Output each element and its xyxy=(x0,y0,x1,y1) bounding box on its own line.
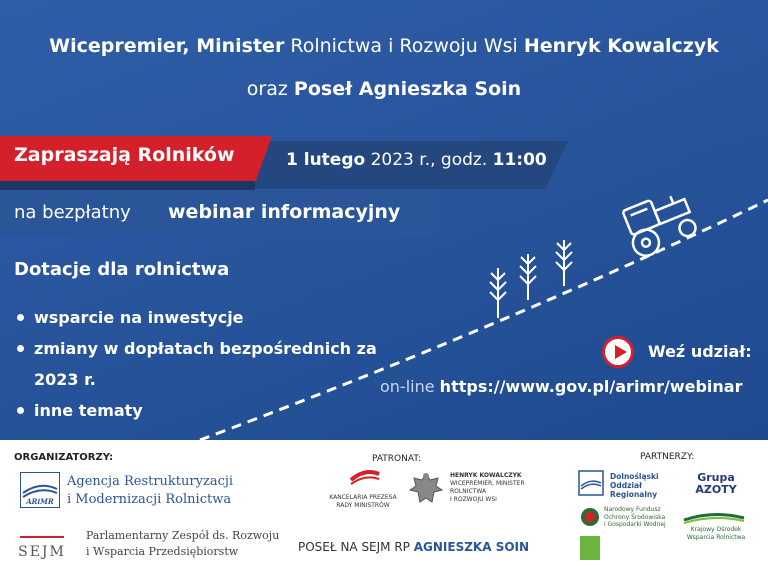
footer xyxy=(0,440,768,576)
sejm-line-1: Parlamentarny Zespół ds. Rozwoju xyxy=(86,529,280,542)
sejm-team-name xyxy=(86,528,279,560)
minister-patron xyxy=(450,472,560,504)
arimr-logo-text: ARiMR xyxy=(26,497,54,506)
tractor-icon xyxy=(620,188,699,260)
arimr-line-2: i Modernizacji Rolnictwa xyxy=(67,492,232,507)
header-title: Wicepremier, Minister xyxy=(49,35,285,57)
hk-line-3: I ROZWOJU WSI xyxy=(450,496,497,503)
eagle-icon xyxy=(408,470,444,510)
topics-list xyxy=(14,302,384,426)
join-label: Weź udział: xyxy=(648,342,752,361)
online-label: on-line xyxy=(380,377,435,396)
sejm-logo xyxy=(16,535,68,563)
header-ministry: Rolnictwa i Rozwoju Wsi xyxy=(290,35,518,57)
header-minister-name: Henryk Kowalczyk xyxy=(523,35,719,57)
hk-name: HENRYK KOWALCZYK xyxy=(450,472,522,479)
partners-label: PARTNERZY: xyxy=(640,452,695,462)
sejm-line-2: i Wsparcia Przedsiębiorstw xyxy=(86,545,239,558)
azoty-line-1: Grupa xyxy=(697,471,735,484)
dor-line-3: Regionalny xyxy=(610,490,658,499)
hk-line-2: ROLNICTWA xyxy=(450,488,487,495)
date-rest: 2023 r., godz. xyxy=(370,150,488,170)
header-line-2 xyxy=(0,78,768,100)
dor-name xyxy=(610,472,659,499)
list-item: zmiany w dopłatach bezpośrednich za 2023 r. xyxy=(14,333,384,395)
invite-label: Zapraszają Rolników xyxy=(14,144,235,166)
nf-line-1: Narodowy Fundusz xyxy=(604,506,661,513)
hk-line-1: WICEPREMIER, MINISTER xyxy=(450,480,525,487)
webinar-url-link[interactable]: https://www.gov.pl/arimr/webinar xyxy=(439,377,743,396)
dor-line-2: Oddział xyxy=(610,481,642,490)
dor-line-1: Dolnośląski xyxy=(610,472,659,481)
nf-line-3: i Gospodarki Wodnej xyxy=(604,521,666,528)
patronage-label: PATRONAT: xyxy=(372,454,421,464)
azoty-line-2: AZOTY xyxy=(695,483,737,496)
free-label: na bezpłatny xyxy=(14,202,131,223)
dor-logo xyxy=(578,470,604,496)
header-and: oraz xyxy=(246,78,288,100)
list-item: inne tematy xyxy=(14,395,384,426)
azoty-logo xyxy=(680,472,752,496)
arimr-name xyxy=(67,473,233,509)
nf-line-2: Ochrony Środowiska xyxy=(604,513,666,521)
nfosigw-name xyxy=(604,506,666,529)
kprm-line-2: RADY MINISTRÓW xyxy=(336,502,390,509)
green-partner-logo xyxy=(580,536,600,560)
kowr-logo xyxy=(682,508,746,524)
mp-patron xyxy=(298,540,529,554)
kowr-line-1: Krajowy Ośrodek xyxy=(690,526,742,533)
play-icon[interactable] xyxy=(602,336,634,368)
event-time: 11:00 xyxy=(492,150,547,170)
posel-prefix: POSEŁ NA SEJM RP xyxy=(298,540,410,554)
kowr-name xyxy=(676,526,756,542)
nfosigw-logo xyxy=(580,506,600,528)
sejm-logo-text: SEJM xyxy=(18,544,66,560)
posel-name: AGNIESZKA SOIN xyxy=(413,540,530,554)
online-line xyxy=(380,377,742,396)
kowr-line-2: Wsparcia Rolnictwa xyxy=(686,534,746,541)
header-line-1 xyxy=(0,35,768,57)
kprm-line-1: KANCELARIA PREZESA xyxy=(329,494,397,501)
webinar-label: webinar informacyjny xyxy=(168,201,401,223)
arimr-line-1: Agencja Restrukturyzacji xyxy=(67,474,234,489)
event-date xyxy=(286,150,547,170)
kprm-name xyxy=(311,494,415,510)
topics-heading: Dotacje dla rolnictwa xyxy=(14,259,230,280)
red-ribbon-shadow xyxy=(0,180,255,190)
poland-flag-icon xyxy=(345,468,385,490)
arimr-logo xyxy=(20,472,60,508)
list-item: wsparcie na inwestycje xyxy=(14,302,384,333)
date-day: 1 lutego xyxy=(286,150,366,170)
header-mp-name: Poseł Agnieszka Soin xyxy=(293,78,522,100)
organizers-label: ORGANIZATORZY: xyxy=(14,452,114,463)
